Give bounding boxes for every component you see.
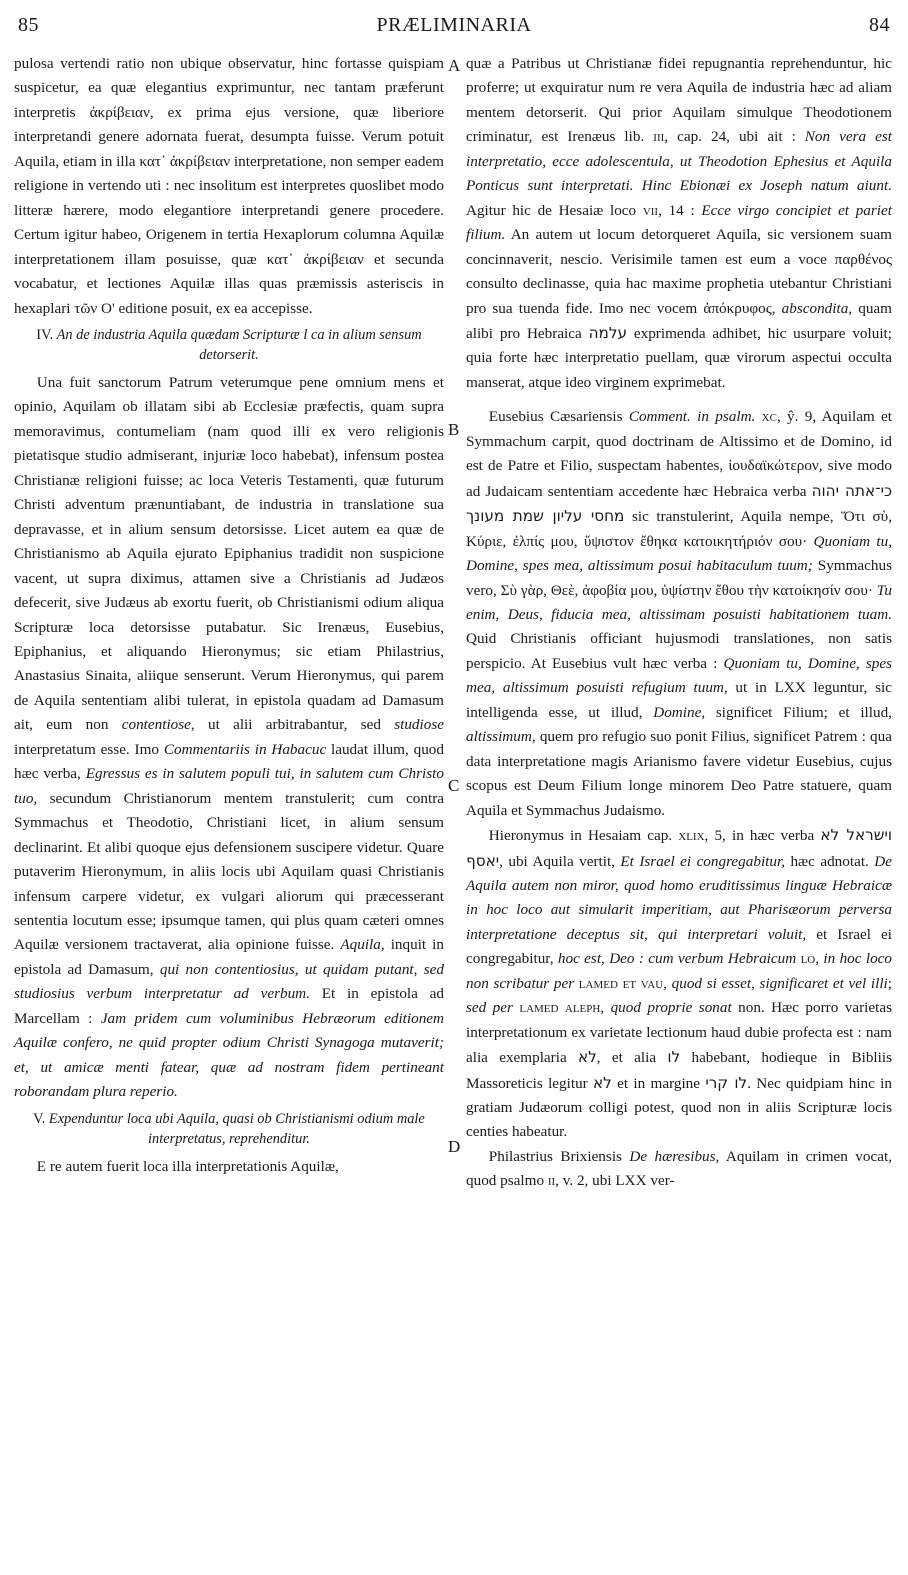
text-run: , ut alii arbitrabantur, sed xyxy=(190,716,395,734)
italic-run: hoc est, Deo : cum verbum Hebraicum xyxy=(557,950,797,968)
text-run: ; xyxy=(887,974,893,992)
text-run: quem pro refugio suo ponit Filius, significet Patrem : qua data interpretatione magis Arianismo favere videtur Eusebius, cujus scopus est Deum Filium longe minorem Deo Patre statuere, quam Aquila et Symmachus Judaismo. xyxy=(466,728,892,819)
hebrew-text: כי־אתה יהוה מחסי עליון שמת מעונך xyxy=(466,481,893,526)
text-run: Hieronymus in Hesaiam cap. xyxy=(488,827,679,845)
smallcaps-run: vii xyxy=(642,201,659,219)
italic-run: altissimum, xyxy=(466,728,536,746)
paragraph-continuation: pulosa vertendi ratio non ubique observatur, hinc fortasse quispiam suspicetur, ea quæ elegantius exprimuntur, nec tantam præferunt interpretis ἀκρίβειαν, ex prima ejus versione, quæ liberiore interpretandi genere adornata fuerat, desumpta fuisse. Verum potuit Aquila, etiam in illa κατ᾽ ἀκρίβειαν interpretatione, non semper eadem religione in vertendo uti : nec insolitum est interpretes quoslibet modo litteræ hærere, modo elegantiore interpretandi genere procedere. Certum igitur habeo, Origenem in tertia Hexaplorum columna Aquilæ interpretationem illam posuisse, quæ κατ᾽ ἀκρίβειαν et secunda vocabatur, et lectiones Aquilæ illas quas præmissis asteriscis in hexaplari τῶν Ο' editione posuit, ex ea accepisse. xyxy=(14,55,444,317)
text-run: interpretatum esse. Imo xyxy=(14,740,164,758)
text-run: ut in LXX leguntur, sic intelligenda esse, ut illud, xyxy=(466,679,892,721)
section-heading-v xyxy=(14,1109,444,1149)
hebrew-text: לו xyxy=(667,1048,681,1067)
margin-letter-d: D xyxy=(448,1137,461,1156)
text-run: , cap. 24, ubi ait : xyxy=(664,128,805,146)
section-title: Expenduntur loca ubi Aquila, quasi ob Christianismi odium male interpretatus, reprehenditur. xyxy=(48,1110,425,1147)
text-run: , ubi Aquila vertit, xyxy=(499,852,621,870)
paragraph-hieronymus xyxy=(466,823,892,1145)
italic-run: Non vera est interpretatio, ecce adolescentula, ut Theodotion Ephesius et Aquila Ponticus sunt interpretati. Hinc Ebionæi ex Joseph natum aiunt. xyxy=(466,128,892,195)
paragraph-loca: E re autem fuerit loca illa interpretationis Aquilæ, xyxy=(36,1157,339,1175)
text-run: , et alia xyxy=(596,1049,668,1067)
text-run: An autem ut locum detorqueret Aquila, sic versionem suam concinnaverit, nescio. Verisimile tamen est eum a voce παρθένος consulto declinasse, quia hac maxime prophetia utebantur Christiani pro sua tuenda fide. Imo nec vocem ἀπόκρυφος, xyxy=(466,226,892,317)
smallcaps-run: xlix xyxy=(678,827,705,845)
text-run: quæ a Patribus ut Christianæ fidei repugnantia reprehenduntur, hic proferre; ut exquiratur num re vera Aquila de industria hæc ad aliam mentem detorserit. Qui prior Aquilam simulque Theodotionem criminatur, est Irenæus lib. xyxy=(466,55,892,146)
margin-letter-b: B xyxy=(448,420,460,439)
text-run: inquit in epistola ad Damasum, xyxy=(14,936,444,978)
text-run: , ŷ. 9, Aquilam et Symmachum carpit, quod doctrinam de Altissimo et de Domino, id est de Patre et Filio, suspectam habentes, ἰουδαϊκώτερον, sive modo ad Judaicam sententiam accedente hæc Hebraica verba xyxy=(466,408,893,500)
italic-run: Quoniam tu, Domine, spes mea, altissimum posui habitaculum tuum; xyxy=(466,532,893,575)
page-header xyxy=(16,14,892,44)
paragraph-irenaeus xyxy=(466,52,892,395)
italic-run: , quod si esset, significaret et vel illi xyxy=(663,974,888,992)
smallcaps-run: xc xyxy=(755,408,777,426)
smallcaps-run: lamed aleph xyxy=(512,999,601,1017)
italic-run: Jam pridem cum voluminibus Hebræorum editionem Aquilæ confero, ne quid propter odium Christi Synagoga mutaverit; et, ut amicæ menti fatear, quæ ad nostram fidem pertineant roborandam plura reperio. xyxy=(14,1009,444,1101)
italic-run: Quoniam tu, Domine, spes mea, altissimum posuisti refugium tuum, xyxy=(466,654,892,697)
italic-run: Tu enim, Deus, fiducia mea, altissimam posuisti habitationem tuam. xyxy=(466,581,892,623)
paragraph-philastrius xyxy=(466,1145,892,1194)
right-page-number: 84 xyxy=(869,14,890,36)
text-run: Aquilam in crimen vocat, quod psalmo xyxy=(466,1147,892,1190)
margin-letter-a: A xyxy=(448,56,461,75)
italic-run: Commentariis in Habacuc xyxy=(163,740,327,758)
italic-run: Et Israel ei congregabitur, xyxy=(620,852,786,870)
text-run: Quid Christianis officiant hujusmodi translationes, non satis perspicio. At Eusebius vult hæc verba : xyxy=(466,630,892,672)
text-run: Et in epistola ad Marcellam : xyxy=(14,985,445,1027)
italic-run: sed per xyxy=(466,999,513,1017)
hebrew-text: עלמה xyxy=(588,323,628,342)
smallcaps-run: ii xyxy=(547,1172,556,1190)
italic-run: Egressus es in salutem populi tui, in salutem cum Christo tuo, xyxy=(14,765,444,807)
italic-run: studiose xyxy=(394,716,444,734)
italic-run: qui non contentiosius, ut quidam putant, sed studiosius verbum interpretatur ad verbum. xyxy=(14,960,444,1003)
italic-run: , in hoc loco non scribatur per xyxy=(466,950,893,992)
smallcaps-run: lo xyxy=(796,950,816,968)
paragraph-patrum xyxy=(14,371,444,1105)
italic-run: Comment. in psalm. xyxy=(628,408,756,426)
running-title: PRÆLIMINARIA xyxy=(376,14,532,36)
text-run: exprimenda adhibet, hic usurpare voluit; quia forte hæc interpretatio puellam, quæ virorum aspectui occulta manserat, atque ideo virginem exprimebat. xyxy=(466,324,892,391)
hebrew-text: וישראל לא יאסף xyxy=(466,826,893,870)
text-run: , v. 2, ubi LXX ver- xyxy=(555,1172,675,1190)
text-run: significet Filium; et illud, xyxy=(705,703,892,721)
section-number: V. xyxy=(33,1110,46,1127)
left-page-number: 85 xyxy=(18,14,39,36)
hebrew-text: לא xyxy=(578,1048,597,1067)
text-run: , 5, in hæc verba xyxy=(704,827,821,845)
text-run: Una fuit sanctorum Patrum veterumque pene omnium mens et opinio, Aquilam ob illatam sibi ab Ecclesiæ præfectis, quam supra memoravimus, contumeliam (nam quod illi ex vero religionis pietatisque studio admiserant, injuriæ loco habebat), infensum postea Christianæ religioni fuisse; ac loca Veteris Testamenti, quæ futurum Christi adventum prænuntiabant, de industria in translatione sua depravasse, et in alium sensum detorsisse. Licet autem ea quæ de Christianismo ab Aquila ejurato Epiphanius tradidit non suspicione vacent, ut supra diximus, attamen sive a Christianis ad Judæos defecerit, sive Judæus ab exortu fuerit, ob Christianismi odium aliqua Scripturæ loca detorsisse putabatur. Sic Irenæus, Eusebius, Epiphanius, et aliquando Hieronymus; sic etiam Philastrius, Anastasius Sinaita, aliique senserunt. Verum Hieronymus, qui parem de Aquila sententiam alibi tulerat, in epistola quadam ad Damasum ait, eum non xyxy=(14,373,444,734)
italic-run: Ecce virgo concipiet et pariet filium. xyxy=(466,201,892,244)
text-run: et Israel ei congregabitur, xyxy=(466,925,892,968)
text-run: Eusebius Cæsariensis xyxy=(488,408,629,426)
section-number: IV. xyxy=(36,326,54,343)
italic-run: De hæresibus, xyxy=(629,1147,720,1165)
hebrew-text: לו קרי xyxy=(705,1073,748,1092)
section-heading-iv xyxy=(14,325,444,365)
text-run: non. Hæc porro varietas interpretationum ex varietate lectionum haud dubie profecta est : nam alia exemplaria xyxy=(466,999,892,1067)
text-run: Philastrius Brixiensis xyxy=(488,1147,630,1165)
text-run: . Nec quidpiam hinc in gratiam Judæorum colligi potest, quod non in aliis Scripturæ locis centies habeatur. xyxy=(466,1074,892,1141)
italic-run: abscondita, xyxy=(781,299,853,317)
text-run: Agitur hic de Hesaiæ loco xyxy=(466,201,643,219)
right-column xyxy=(466,52,892,1194)
text-run: sic transtulerint, Aquila nempe, Ὅτι σὺ, Κύριε, ἐλπίς μου, ὕψιστον ἔθηκα κατοικητήριόν σου· xyxy=(466,508,892,550)
italic-run: , quod proprie sonat xyxy=(600,999,732,1017)
text-run: secundum Christianorum mentem transtulerit; cum contra Symmachus et Theodotio, Christiani licet, in alium sensum declinarint. Et alibi quoque ejus defensionem suscipere videtur. Quare putaverim Hieronymum, in aliis locis ubi Aquilam quasi Christianis infensum carpere videtur, ex vulgari aliorum qui præcesserant sententia locutum esse; ipsumque tamen, qui plus quam cæteri omnes Aquilæ versionem tractaverat, alia opinione fuisse. xyxy=(14,789,444,954)
text-run: habebant, hodieque in Bibliis Massoreticis legitur xyxy=(466,1049,892,1092)
paragraph-eusebius xyxy=(466,405,892,823)
hebrew-text: לא xyxy=(593,1073,612,1092)
text-run: , 14 : xyxy=(658,201,702,219)
smallcaps-run: lamed et vau xyxy=(574,974,664,992)
italic-run: Aquila, xyxy=(340,936,385,954)
smallcaps-run: iii xyxy=(653,128,665,146)
text-run: et in margine xyxy=(611,1074,706,1092)
text-run: hæc adnotat. xyxy=(785,852,875,870)
italic-run: Domine, xyxy=(653,703,706,721)
margin-letter-c: C xyxy=(448,776,460,795)
left-column xyxy=(14,52,444,1179)
italic-run: De Aquila autem non miror, quod homo eruditissimus linguæ Hebraicæ in hoc loco aut simularit imperitiam, aut Pharisæorum perversa interpretatione deceptus sit, qui interpretari voluit, xyxy=(466,852,892,943)
text-run: Symmachus vero, Σὺ γὰρ, Θεὲ, ἀφοβία μου, ὑψίστην ἔθου τὴν κατοίκησίν σου· xyxy=(466,557,893,599)
text-run: laudat illum, quod hæc verba, xyxy=(14,740,444,783)
section-title: An de industria Aquila quædam Scripturæ l ca in alium sensum detorserit. xyxy=(56,326,422,363)
text-run: quam alibi pro Hebraica xyxy=(466,299,892,342)
italic-run: contentiose xyxy=(121,716,191,734)
